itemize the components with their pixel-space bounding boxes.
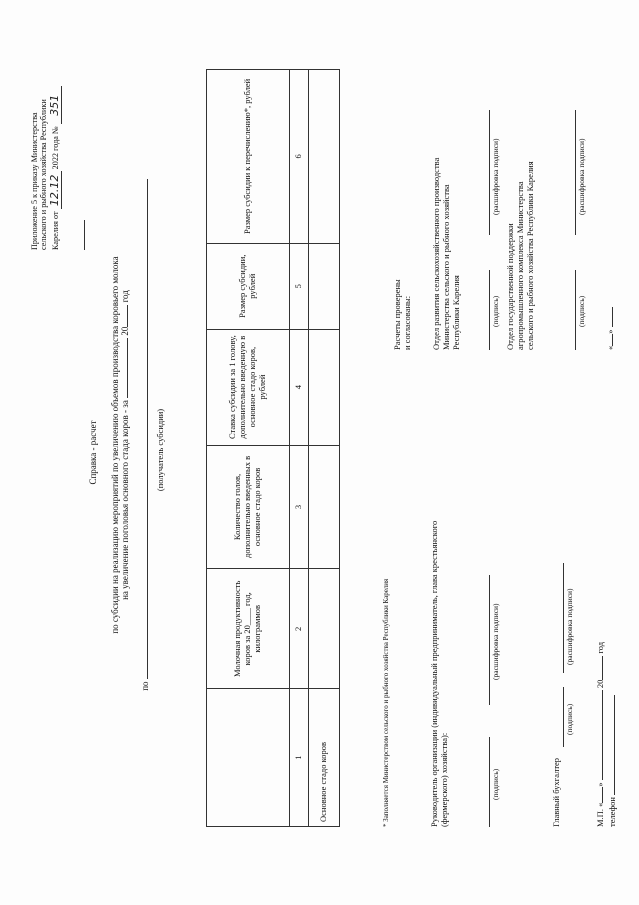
dept1-decode-caption: (расшифровка подписи) xyxy=(491,138,500,215)
head-signature-line xyxy=(489,737,490,827)
table-row xyxy=(309,70,340,827)
table-header-row xyxy=(207,70,290,827)
head-of-organization-label xyxy=(430,367,450,827)
subsidy-table xyxy=(206,69,340,827)
stamp-month-blank xyxy=(602,690,603,780)
subtitle-year-suffix: год xyxy=(120,290,131,303)
recipient-blank xyxy=(147,179,148,679)
accountant-decode-line xyxy=(563,563,564,673)
table-cell xyxy=(309,569,340,689)
recipient-po-label: по xyxy=(140,681,150,691)
stamp-day-blank xyxy=(602,787,603,803)
stamp-mp-label: М.П. « xyxy=(595,802,605,827)
dept-development-label xyxy=(432,50,461,350)
dept2-line-2: агропромышленного комплекса Министерства xyxy=(514,181,525,350)
checked-line-2: и согласованы: xyxy=(401,295,412,350)
dept-support-label xyxy=(506,30,535,350)
check-date-close-quote: » xyxy=(605,329,615,334)
table-header-cell: Молочная продуктивность коров за 20____ год, килограммов xyxy=(207,569,290,689)
table-header-cell: Ставка субсидии за 1 голову, дополнительно введенную в основное стадо коров, рублей xyxy=(207,329,290,445)
table-header-cell: Размер субсидии к перечислению*, рублей xyxy=(207,70,290,244)
table-number-cell: 4 xyxy=(290,329,309,445)
approval-line-3 xyxy=(49,10,63,250)
approval-line-3-mid: 2022 года № xyxy=(50,126,60,170)
dept1-line-1: Отдел развития сельскохозяйственного производства xyxy=(431,157,441,350)
approval-line-3-prefix: Карелия от xyxy=(50,211,60,250)
table-number-cell: 6 xyxy=(290,70,309,244)
subtitle-year-prefix: 20 xyxy=(120,326,131,336)
head-label-line-2: (фермерского) хозяйства): xyxy=(438,732,449,827)
approval-divider xyxy=(84,220,85,250)
dept1-signature-line xyxy=(489,270,490,350)
phone-line xyxy=(608,695,618,827)
accountant-decode-caption: (расшифровка подписи) xyxy=(565,588,574,665)
subtitle-line-2-prefix: на увеличение поголовья основного стада коров - за xyxy=(120,400,131,600)
dept2-signature-caption: (подпись) xyxy=(577,295,586,327)
checked-line-1: Расчеты проверены xyxy=(392,279,402,350)
dept2-line-3: сельского и рыбного хозяйства Республики Карелия xyxy=(524,161,535,350)
dept1-line-3: Республики Карелия xyxy=(450,275,461,350)
check-date-open-quote: « xyxy=(605,345,615,350)
footnote: * Заполняется Министерством сельского и рыбного хозяйства Республики Карелия xyxy=(382,578,390,827)
table-row-label: Основное стадо коров xyxy=(309,689,340,827)
dept1-decode-line xyxy=(489,110,490,235)
table-number-cell: 1 xyxy=(290,689,309,827)
recipient-caption: (получатель субсидии) xyxy=(155,408,165,492)
table-header-cell: Размер субсидии, рублей xyxy=(207,243,290,329)
accountant-signature-caption: (подпись) xyxy=(565,703,574,735)
subtitle-line-1: по субсидии на реализацию мероприятий по увеличению объемов производства коровьего молока xyxy=(110,256,120,634)
approval-date-handwritten: 12.12 xyxy=(49,171,63,209)
dept2-decode-caption: (расшифровка подписи) xyxy=(577,138,586,215)
table-number-cell: 2 xyxy=(290,569,309,689)
table-header-cell: Количество голов, дополнительно введенных в основное стадо коров xyxy=(207,445,290,569)
approval-line-1: Приложение 5 к приказу Министерства xyxy=(30,112,39,250)
head-decode-line xyxy=(489,575,490,705)
recipient-line xyxy=(140,165,150,705)
accountant-label: Главный бухгалтер xyxy=(551,757,561,827)
approval-block xyxy=(30,10,85,250)
table-cell xyxy=(309,329,340,445)
stamp-quote-close: » xyxy=(595,782,605,787)
table-number-row xyxy=(290,70,309,827)
subtitle-blank-2 xyxy=(127,305,128,327)
subtitle-line-2 xyxy=(120,105,130,785)
document-title: Справка - расчет xyxy=(88,420,98,485)
table-cell xyxy=(309,243,340,329)
table-cell xyxy=(309,70,340,244)
dept1-signature-caption: (подпись) xyxy=(491,295,500,327)
dept2-line-1: Отдел государственной поддержки xyxy=(505,223,515,350)
table-number-cell: 3 xyxy=(290,445,309,569)
table-number-cell: 5 xyxy=(290,243,309,329)
dept2-signature-line xyxy=(575,270,576,350)
head-decode-caption: (расшифровка подписи) xyxy=(491,603,500,680)
table-header-cell xyxy=(207,689,290,827)
document-subtitle xyxy=(110,105,131,785)
phone-blank xyxy=(614,695,615,795)
approval-number-handwritten: 351 xyxy=(49,86,63,124)
stamp-year-suffix: год xyxy=(595,641,605,654)
head-signature-caption: (подпись) xyxy=(491,768,500,800)
dept2-decode-line xyxy=(575,110,576,235)
check-date-line xyxy=(606,307,616,350)
dept1-line-2: Министерства сельского и рыбного хозяйства xyxy=(440,184,451,350)
stamp-year-blank xyxy=(602,656,603,680)
stamp-year-prefix: 20 xyxy=(595,679,605,689)
subtitle-blank-1 xyxy=(127,338,128,398)
head-label-line-1: Руководитель организации (индивидуальный предприниматель, глава крестьянского xyxy=(429,520,439,827)
table-cell xyxy=(309,445,340,569)
stamp-date-line xyxy=(596,642,606,827)
check-month-blank xyxy=(612,307,613,327)
phone-label: телефон xyxy=(607,797,617,827)
approval-line-2: сельского и рыбного хозяйства Республики xyxy=(39,99,49,250)
accountant-signature-line xyxy=(563,687,564,747)
check-day-blank xyxy=(612,334,613,346)
checked-label xyxy=(393,200,413,350)
